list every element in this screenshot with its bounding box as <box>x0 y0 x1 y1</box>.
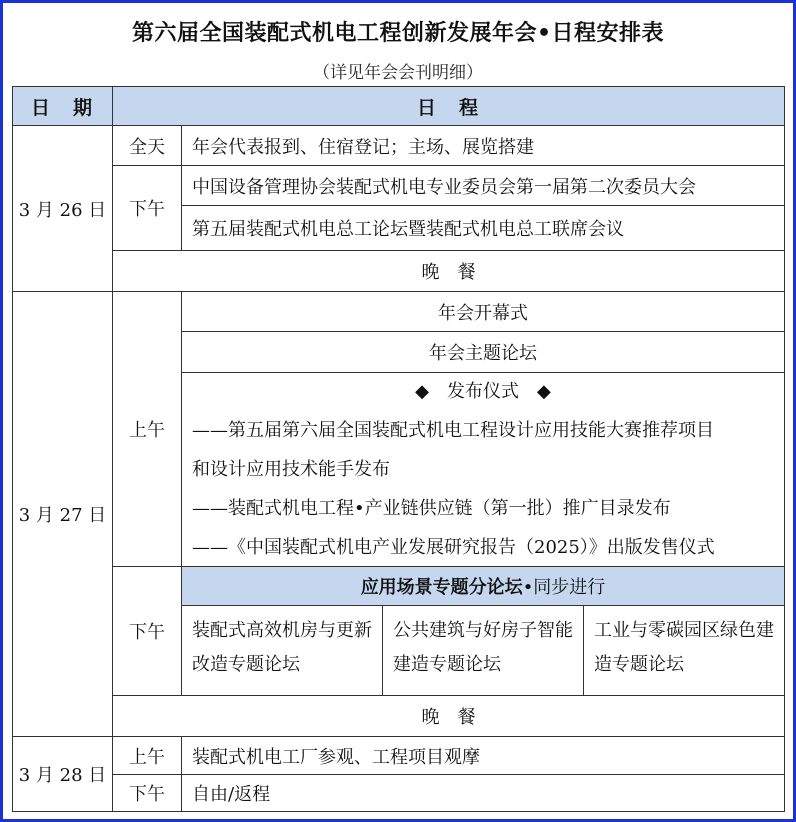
day3-am-label: 上午 <box>112 736 182 775</box>
release-item: ——装配式机电工程•产业链供应链（第一批）推广目录发布 <box>192 498 671 519</box>
day1-allday-label: 全天 <box>112 125 182 166</box>
day2-am-item: 年会主题论坛 <box>181 331 785 373</box>
day3-pm-label: 下午 <box>112 774 182 812</box>
page-subtitle: （详见年会会刊明细） <box>313 63 483 83</box>
forum-header-note: •同步进行 <box>522 577 606 598</box>
day1-dinner: 晚 餐 <box>112 250 785 292</box>
day2-dinner: 晚 餐 <box>112 695 785 737</box>
day1-date: 3 月 26 日 <box>12 125 113 292</box>
forum-header-title: 应用场景专题分论坛 <box>360 577 523 598</box>
forum-item: 工业与零碳园区绿色建造专题论坛 <box>583 605 785 696</box>
release-item: 和设计应用技术能手发布 <box>192 459 390 480</box>
day3-am-item: 装配式机电工厂参观、工程项目观摩 <box>181 736 785 775</box>
header-date: 日 期 <box>12 86 113 126</box>
day1-pm-label: 下午 <box>112 165 182 251</box>
release-item: ——第五届第六届全国装配式机电工程设计应用技能大赛推荐项目 <box>192 420 714 441</box>
day3-date: 3 月 28 日 <box>12 736 113 812</box>
day2-date: 3 月 27 日 <box>12 291 113 737</box>
forum-item: 装配式高效机房与更新改造专题论坛 <box>181 605 383 696</box>
day2-am-label: 上午 <box>112 291 182 567</box>
day1-allday-item: 年会代表报到、住宿登记；主场、展览搭建 <box>181 125 785 166</box>
day1-pm-item: 中国设备管理协会装配式机电专业委员会第一届第二次委员大会 <box>181 165 785 206</box>
header-schedule: 日 程 <box>112 86 785 126</box>
release-ceremony-cell <box>181 372 785 567</box>
day2-pm-label: 下午 <box>112 566 182 696</box>
forum-header <box>181 566 785 606</box>
day1-pm-item: 第五届装配式机电总工论坛暨装配式机电总工联席会议 <box>181 205 785 251</box>
release-item: ——《中国装配式机电产业发展研究报告（2025）》出版发售仪式 <box>192 537 715 558</box>
day2-am-item: 年会开幕式 <box>181 291 785 332</box>
day3-pm-item: 自由/返程 <box>181 774 785 812</box>
forum-item: 公共建筑与好房子智能建造专题论坛 <box>382 605 584 696</box>
page-title: 第六届全国装配式机电工程创新发展年会•日程安排表 <box>131 21 665 46</box>
release-title: ◆ 发布仪式 ◆ <box>415 381 551 402</box>
